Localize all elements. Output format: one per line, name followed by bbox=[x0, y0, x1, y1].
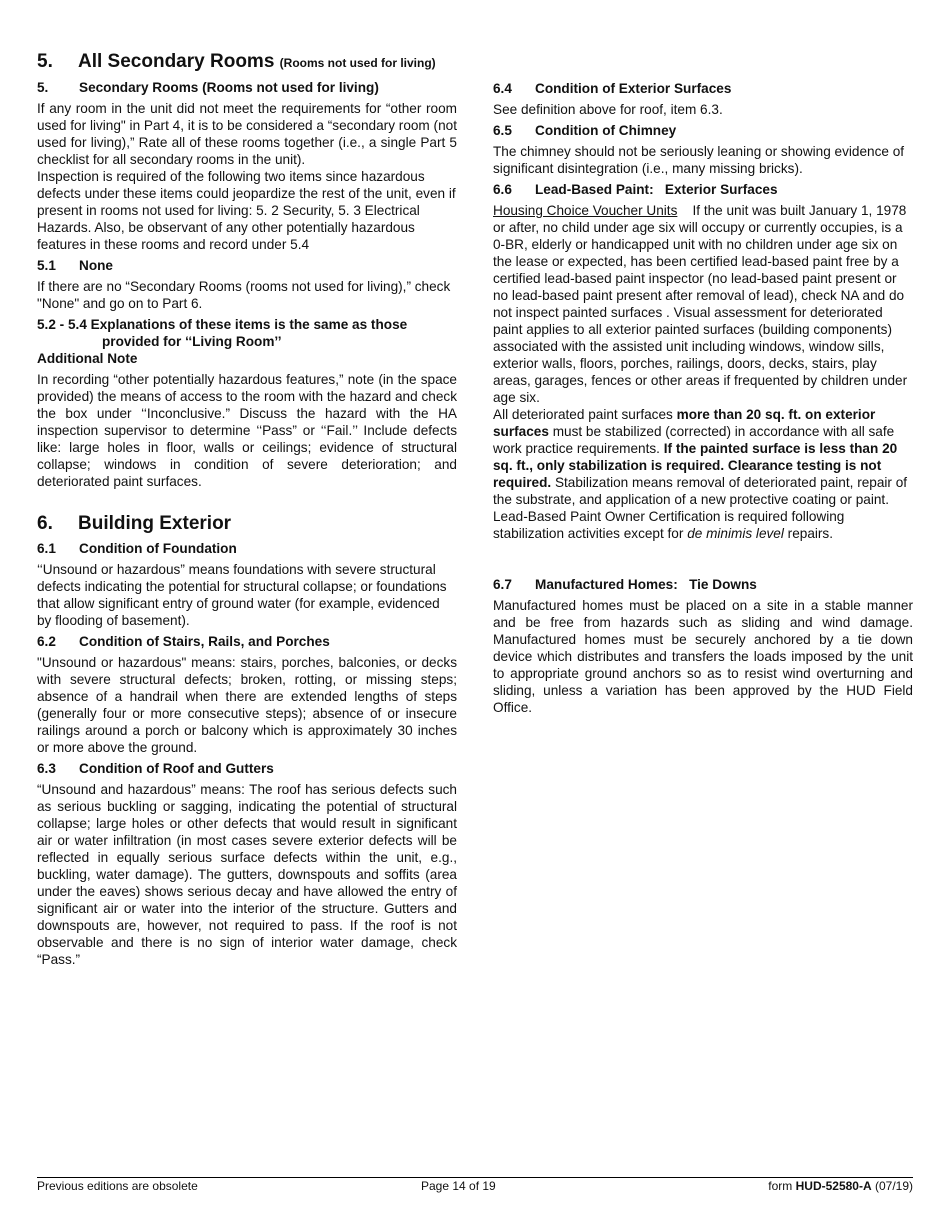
left-column bbox=[37, 50, 457, 972]
section-5-paragraph-1: If any room in the unit did not meet the requirements for “other room used for living" in Part 4, it is to be considered a “secondary room (not used for living),” Rate all of these rooms together (i.e., a single Part 5 checklist for all secondary rooms in the unit). bbox=[37, 101, 457, 167]
right-column bbox=[493, 80, 913, 720]
section-6-title: 6. Building Exterior bbox=[37, 513, 232, 534]
section-5-2-heading-line-2: provided for ‘‘Living Room’’ bbox=[102, 334, 282, 349]
section-5-paragraph-2: Inspection is required of the following two items since hazardous defects under these items could jeopardize the rest of the unit, even if present in rooms not used for living: 5. 2 Security, 5. 3 Electrical Hazards. Also, be observant of any other potentially hazardous features in these rooms and record under 5.4 bbox=[37, 169, 456, 252]
section-6-5-heading: 6.5 Condition of Chimney bbox=[493, 123, 677, 138]
section-5-heading: 5. Secondary Rooms (Rooms not used for living) bbox=[37, 80, 379, 95]
additional-note-heading: Additional Note bbox=[37, 351, 138, 366]
section-6-6-paragraph-2: All deteriorated paint surfaces more than 20 sq. ft. on exterior surfaces must be stabilized (corrected) in accordance with all safe work practice requirements. If the painted surface is less than 20 sq. ft., only stabilization is required. Clearance testing is not required. Stabilization means removal of deteriorated paint, repair of the substrate, and application of a new protective coating or paint. Lead-Based Paint Owner Certification is required following stabilization activities except for de minimis level repairs. bbox=[493, 407, 908, 541]
additional-note-paragraph: In recording “other potentially hazardous features,” note (in the space provided) the means of access to the room with the hazard and check the box under ‘‘Inconclusive.” Discuss the hazard with the HA inspection supervisor to determine ‘‘Pass” or ‘‘Fail.’’ Include defects like: large holes in floor, walls or ceilings; evidence of structural collapse; windows in condition of severe deterioration; and deteriorated paint surfaces. bbox=[37, 372, 457, 489]
section-6-6-heading: 6.6 Lead-Based Paint: Exterior Surfaces bbox=[493, 182, 778, 197]
section-6-4-heading: 6.4 Condition of Exterior Surfaces bbox=[493, 81, 732, 96]
page-footer bbox=[37, 1177, 913, 1193]
section-6-5-paragraph: The chimney should not be seriously leaning or showing evidence of significant disintegration (i.e., many missing bricks). bbox=[493, 144, 905, 176]
section-5-title: 5. All Secondary Rooms (Rooms not used for living) bbox=[37, 51, 436, 72]
section-6-4-paragraph: See definition above for roof, item 6.3. bbox=[493, 102, 723, 117]
footer-form-id: form HUD-52580-A (07/19) bbox=[768, 1179, 913, 1193]
section-6-3-paragraph: “Unsound and hazardous” means: The roof has serious defects such as serious buckling or sagging, indicating the potential of structural collapse; large holes or other defects that would result in significant air or water infiltration (in most cases severe exterior defects will be reflected in equally serious surface defects within the unit, e.g., buckling, water damage). The gutters, downspouts and soffits (area under the eaves) shows serious decay and have allowed the entry of significant air or water into the interior of the structure. Gutters and downspouts are, however, not required to pass. If the roof is not observable and there is no sign of interior water damage, check “Pass.” bbox=[37, 782, 457, 967]
section-5-1-paragraph: If there are no “Secondary Rooms (rooms not used for living),” check "None" and go on to Part 6. bbox=[37, 279, 451, 311]
footer-obsolete-note: Previous editions are obsolete bbox=[37, 1179, 198, 1193]
section-5-1-heading: 5.1 None bbox=[37, 258, 113, 273]
section-6-7-heading: 6.7 Manufactured Homes: Tie Downs bbox=[493, 577, 757, 592]
section-6-6-paragraph-1: Housing Choice Voucher Units If the unit was built January 1, 1978 or after, no child under age six will occupy or currently occupies, is a 0-BR, elderly or handicapped unit with no children under age six on the lease or expected, has been certified lead-based paint free by a certified lead-based paint inspector (no lead-based paint present or no lead-based paint present after removal of lead), check NA and do not inspect painted surfaces . Visual assessment for deteriorated paint applies to all exterior painted surfaces (building components) associated with the assisted unit including windows, window sills, exterior walls, floors, porches, railings, doors, decks, stairs, play areas, garages, fences or other areas if frequented by children under age six. bbox=[493, 203, 908, 405]
section-6-1-paragraph: ‘‘Unsound or hazardous” means foundations with severe structural defects indicating the potential for structural collapse; or foundations that allow significant entry of ground water (for example, evidenced by flooding of basement). bbox=[37, 562, 447, 628]
section-6-3-heading: 6.3 Condition of Roof and Gutters bbox=[37, 761, 274, 776]
section-6-1-heading: 6.1 Condition of Foundation bbox=[37, 541, 237, 556]
section-5-2-heading-line-1: 5.2 - 5.4 Explanations of these items is the same as those bbox=[37, 317, 408, 332]
section-6-2-paragraph: "Unsound or hazardous" means: stairs, porches, balconies, or decks with severe structural defects; broken, rotting, or missing steps; absence of a handrail when there are extended lengths of steps (generally four or more consecutive steps); absence of or insecure railings around a porch or balcony which is approximately 30 inches or more above the ground. bbox=[37, 655, 457, 755]
section-6-2-heading: 6.2 Condition of Stairs, Rails, and Porches bbox=[37, 634, 330, 649]
voucher-units-label: Housing Choice Voucher Units bbox=[493, 203, 678, 218]
section-6-7-paragraph: Manufactured homes must be placed on a site in a stable manner and be free from hazards such as sliding and wind damage. Manufactured homes must be securely anchored by a tie down device which distributes and transfers the loads imposed by the unit to appropriate ground anchors so as to resist wind overturning and sliding, unless a variation has been approved by the HUD Field Office. bbox=[493, 598, 913, 715]
footer-page-number: Page 14 of 19 bbox=[421, 1179, 496, 1193]
